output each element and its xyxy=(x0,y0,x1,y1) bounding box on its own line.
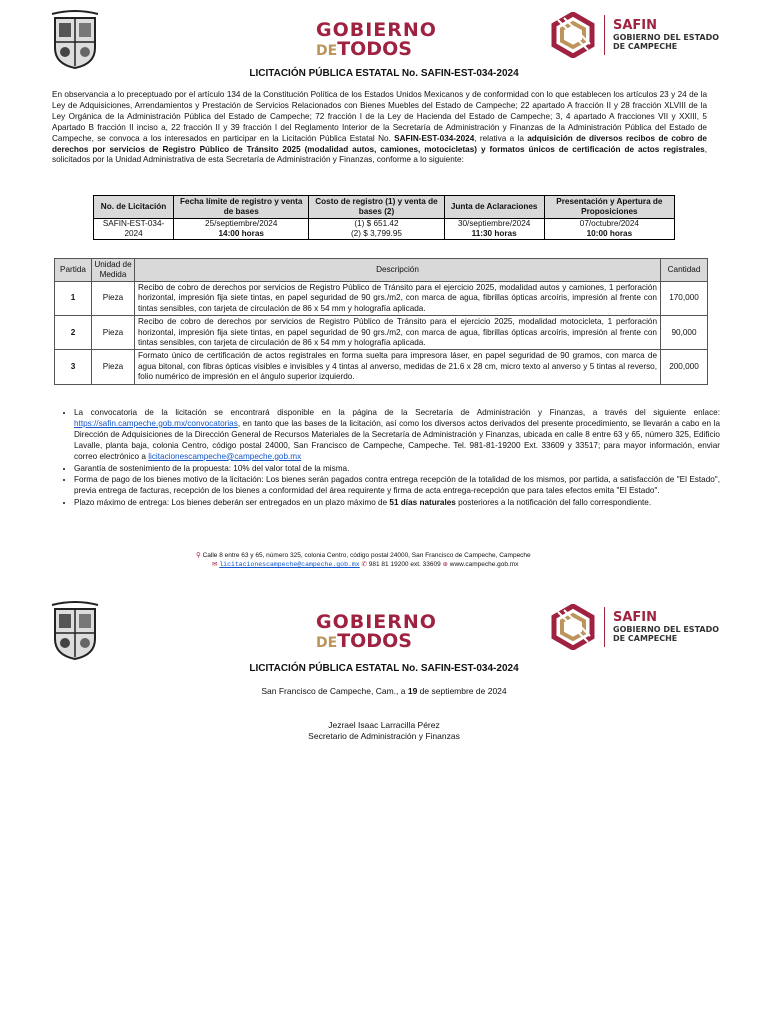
item-descripcion: Formato único de certificación de actos registrales en forma suelta para impresora láser, en papel seguridad de 90 gramos, con marca de agua bitonal, con fibras ópticas visibles e invisibles y 4 tintas al anverso, medidas de 21.6 x 28 cm, micro texto al anverso y 5 tintas al reverso, folio numérico de impresión en el ángulo superior izquierdo. xyxy=(135,350,661,384)
item-partida: 2 xyxy=(55,316,92,350)
schedule-header-cell: Fecha límite de registro y venta de bases xyxy=(174,196,309,219)
bullet-4-text-b: posteriores a la notificación del fallo correspondiente. xyxy=(455,498,652,508)
intro-object: adquisición de diversos recibos de cobro de derechos por servicios de Registro Público de Tránsito 2025 (modalidad autos, camiones, motocicletas) y formatos únicos de certificación de actos registrales xyxy=(52,133,707,154)
state-crest-logo xyxy=(50,601,100,666)
items-header-cantidad: Cantidad xyxy=(661,259,708,282)
safin-sub-2: DE CAMPECHE xyxy=(613,634,678,643)
place-and-date xyxy=(0,686,768,696)
apertura-time: 10:00 horas xyxy=(586,229,633,238)
item-cantidad: 200,000 xyxy=(661,350,708,384)
bullet-4-text-a: Plazo máximo de entrega: Los bienes deberán ser entregados en un plazo máximo de xyxy=(74,498,390,508)
safin-emblem-icon xyxy=(550,12,596,58)
safin-logo xyxy=(550,12,719,58)
schedule-fecha-limite xyxy=(174,219,309,240)
state-crest-logo xyxy=(50,10,100,75)
apertura-date: 07/octubre/2024 xyxy=(579,219,639,228)
safin-sub-2: DE CAMPECHE xyxy=(613,42,678,51)
item-unidad: Pieza xyxy=(92,350,135,384)
items-header-unidad: Unidad de Medida xyxy=(92,259,135,282)
safin-emblem-icon xyxy=(550,604,596,650)
intro-text-2: , relativa a la xyxy=(474,133,528,143)
items-header-descripcion: Descripción xyxy=(135,259,661,282)
item-unidad: Pieza xyxy=(92,316,135,350)
intro-text-1: En observancia a lo preceptuado por el artículo 134 de la Constitución Política de los Estados Unidos Mexicanos y de conformidad con lo que establecen los artículos 23 y 24 de la Ley de Adquisiciones, Arrendamientos y Prestación de Servicios Relacionados con Bienes Muebles del Estado de Campeche; 22 apartado A fracción II y 28 fracción XLVIII de la Ley Orgánica de la Administración Pública del Estado de Campeche; 72 fracción I de la Ley de Hacienda del Estado de Campeche; 3, 4 apartado A fracciones VII y XXIII, 5 Apartado B fracción II inciso a, 22 fracción II y 39 fracción I del Reglamento Interior de la Secretaría de Administración y Finanzas de la Administración Pública del Estado de Campeche, se convoca a los interesados en participar en la Licitación Pública Estatal No. xyxy=(52,90,707,143)
footer-web[interactable]: www.campeche.gob.mx xyxy=(449,561,519,568)
gobierno-de-text: DE xyxy=(316,635,338,651)
phone-icon: ✆ xyxy=(361,561,367,568)
junta-date: 30/septiembre/2024 xyxy=(457,219,531,228)
costo-bases: (2) $ 3,799.95 xyxy=(350,229,402,238)
schedule-header-cell: No. de Licitación xyxy=(94,196,174,219)
item-unidad: Pieza xyxy=(92,282,135,316)
schedule-table xyxy=(93,195,675,240)
items-header-partida: Partida xyxy=(55,259,92,282)
footer-email[interactable]: licitacionescampeche@campeche.gob.mx xyxy=(219,561,360,568)
list-item xyxy=(74,498,720,509)
item-cantidad: 170,000 xyxy=(661,282,708,316)
safin-sub-1: GOBIERNO DEL ESTADO xyxy=(613,625,720,634)
gobierno-de-todos-logo xyxy=(316,21,437,61)
list-item: • Garantía de sostenimiento de la propuesta: 10% del valor total de la misma. xyxy=(74,464,720,475)
signer-name: Jezrael Isaac Larracilla Pérez xyxy=(328,720,440,730)
fecha-limite-date: 25/septiembre/2024 xyxy=(205,219,278,228)
safin-sub-1: GOBIERNO DEL ESTADO xyxy=(613,33,720,42)
signature-block xyxy=(0,720,768,742)
globe-icon: ⊕ xyxy=(442,561,448,568)
item-partida: 3 xyxy=(55,350,92,384)
conditions-list xyxy=(60,408,720,510)
list-item xyxy=(74,408,720,463)
item-cantidad: 90,000 xyxy=(661,316,708,350)
fecha-limite-time: 14:00 horas xyxy=(218,229,264,238)
schedule-header-cell: Presentación y Apertura de Proposiciones xyxy=(544,196,674,219)
page-title: LICITACIÓN PÚBLICA ESTATAL No. SAFIN-EST-034-2024 xyxy=(249,663,519,674)
items-header-row xyxy=(55,259,708,282)
schedule-row xyxy=(94,219,675,240)
convocatorias-link[interactable]: https://safin.campeche.gob.mx/convocatorias xyxy=(74,418,238,428)
item-descripcion: Recibo de cobro de derechos por servicios de Registro Público de Tránsito para el ejercicio 2025, modalidad motocicleta, 1 perforación horizontal, impresión fija siete tintas, en papel seguridad de 90 grs./m2, con marca de agua, fibrillas ópticas arcoíris, impresión al frente con tintas sensibles, con tarjeta de circulación de 86 x 54 mm y holografía aplicada. xyxy=(135,316,661,350)
costo-registro: (1) $ 651.42 xyxy=(354,219,399,228)
bullet-1-text-b: , en tanto que las bases de la licitación, así como los diversos actos derivados del presente procedimiento, se llevarán a cabo en la Dirección de Adquisiciones de la Dirección General de Recursos Materiales de la Secretaría de Administración y Finanzas, ubicada en calle 8 entre 63 y 65, número 325, Edificio Lavalle, planta baja, colonia Centro, código postal 24000, San Francisco de Campeche, Campeche. Tel. 981-81-19200 Ext. 33609 y 33517; para mayor información, enviar correo electrónico a xyxy=(74,418,720,461)
table-row xyxy=(55,282,708,316)
gobierno-de-todos-logo xyxy=(316,613,437,653)
safin-divider xyxy=(604,607,605,647)
schedule-costo xyxy=(309,219,444,240)
schedule-junta xyxy=(444,219,544,240)
safin-logo xyxy=(550,604,719,650)
schedule-header-cell: Junta de Aclaraciones xyxy=(444,196,544,219)
gobierno-de-text: DE xyxy=(316,43,338,59)
item-descripcion: Recibo de cobro de derechos por servicios de Registro Público de Tránsito para el ejercicio 2025, modalidad autos y camiones, 1 perforación horizontal, impresión fija siete tintas, en papel seguridad de 90 grs./m2, con marca de agua, fibrillas ópticas arcoíris, impresión al frente con tintas sensibles, con tarjeta de circulación de 86 x 54 mm y holografía aplicada. xyxy=(135,282,661,316)
schedule-header-row xyxy=(94,196,675,219)
gobierno-text: GOBIERNO xyxy=(316,19,437,41)
bullet-1-text-a: La convocatoria de la licitación se encontrará disponible en la página de la Secretaría de Administración y Finanzas, a través del siguiente enlace: xyxy=(74,408,720,417)
mail-icon: ✉ xyxy=(212,561,218,568)
schedule-licitacion: SAFIN-EST-034-2024 xyxy=(94,219,174,240)
safin-name: SAFIN xyxy=(613,18,658,33)
gobierno-todos-text: TODOS xyxy=(337,38,412,60)
gobierno-text: GOBIERNO xyxy=(316,611,437,633)
intro-licitacion-number: SAFIN-EST-034-2024 xyxy=(394,133,475,143)
intro-text-3: , solicitados por la Unidad Administrativa de esta Secretaría de Administración y Finanzas, conforme a lo siguiente: xyxy=(52,144,707,165)
email-link[interactable]: licitacionescampeche@campeche.gob.mx xyxy=(148,451,302,461)
items-table xyxy=(54,258,708,385)
signer-title: Secretario de Administración y Finanzas xyxy=(308,731,460,741)
list-item: • Forma de pago de los bienes motivo de la licitación: Los bienes serán pagados contra entrega recepción de la totalidad de los mismos, por partida, a satisfacción de "El Estado", previa entrega de facturas, recepción de los bienes a conformidad del área requirente y firma de acta entrega-recepción que para tales efectos emita "El Estado". xyxy=(74,475,720,497)
intro-paragraph xyxy=(52,90,707,166)
location-pin-icon: ⚲ xyxy=(196,552,201,559)
table-row xyxy=(55,316,708,350)
place-date-prefix: San Francisco de Campeche, Cam., a xyxy=(261,686,408,696)
safin-name: SAFIN xyxy=(613,610,658,625)
schedule-apertura xyxy=(544,219,674,240)
page-title: LICITACIÓN PÚBLICA ESTATAL No. SAFIN-EST-034-2024 xyxy=(249,68,519,79)
bullet-4-bold: 51 días naturales xyxy=(389,498,456,508)
footer-phone: 981 81 19200 ext. 33609 xyxy=(368,561,441,568)
footer-address: Calle 8 entre 63 y 65, número 325, colonia Centro, código postal 24000, San Francisco de Campeche, Campeche xyxy=(202,552,531,559)
junta-time: 11:30 horas xyxy=(471,229,517,238)
safin-divider xyxy=(604,15,605,55)
schedule-header-cell: Costo de registro (1) y venta de bases (2) xyxy=(309,196,444,219)
place-date-suffix: de septiembre de 2024 xyxy=(417,686,507,696)
page-footer xyxy=(196,551,616,569)
place-date-day: 19 xyxy=(407,686,418,696)
item-partida: 1 xyxy=(55,282,92,316)
table-row xyxy=(55,350,708,384)
gobierno-todos-text: TODOS xyxy=(337,630,412,652)
